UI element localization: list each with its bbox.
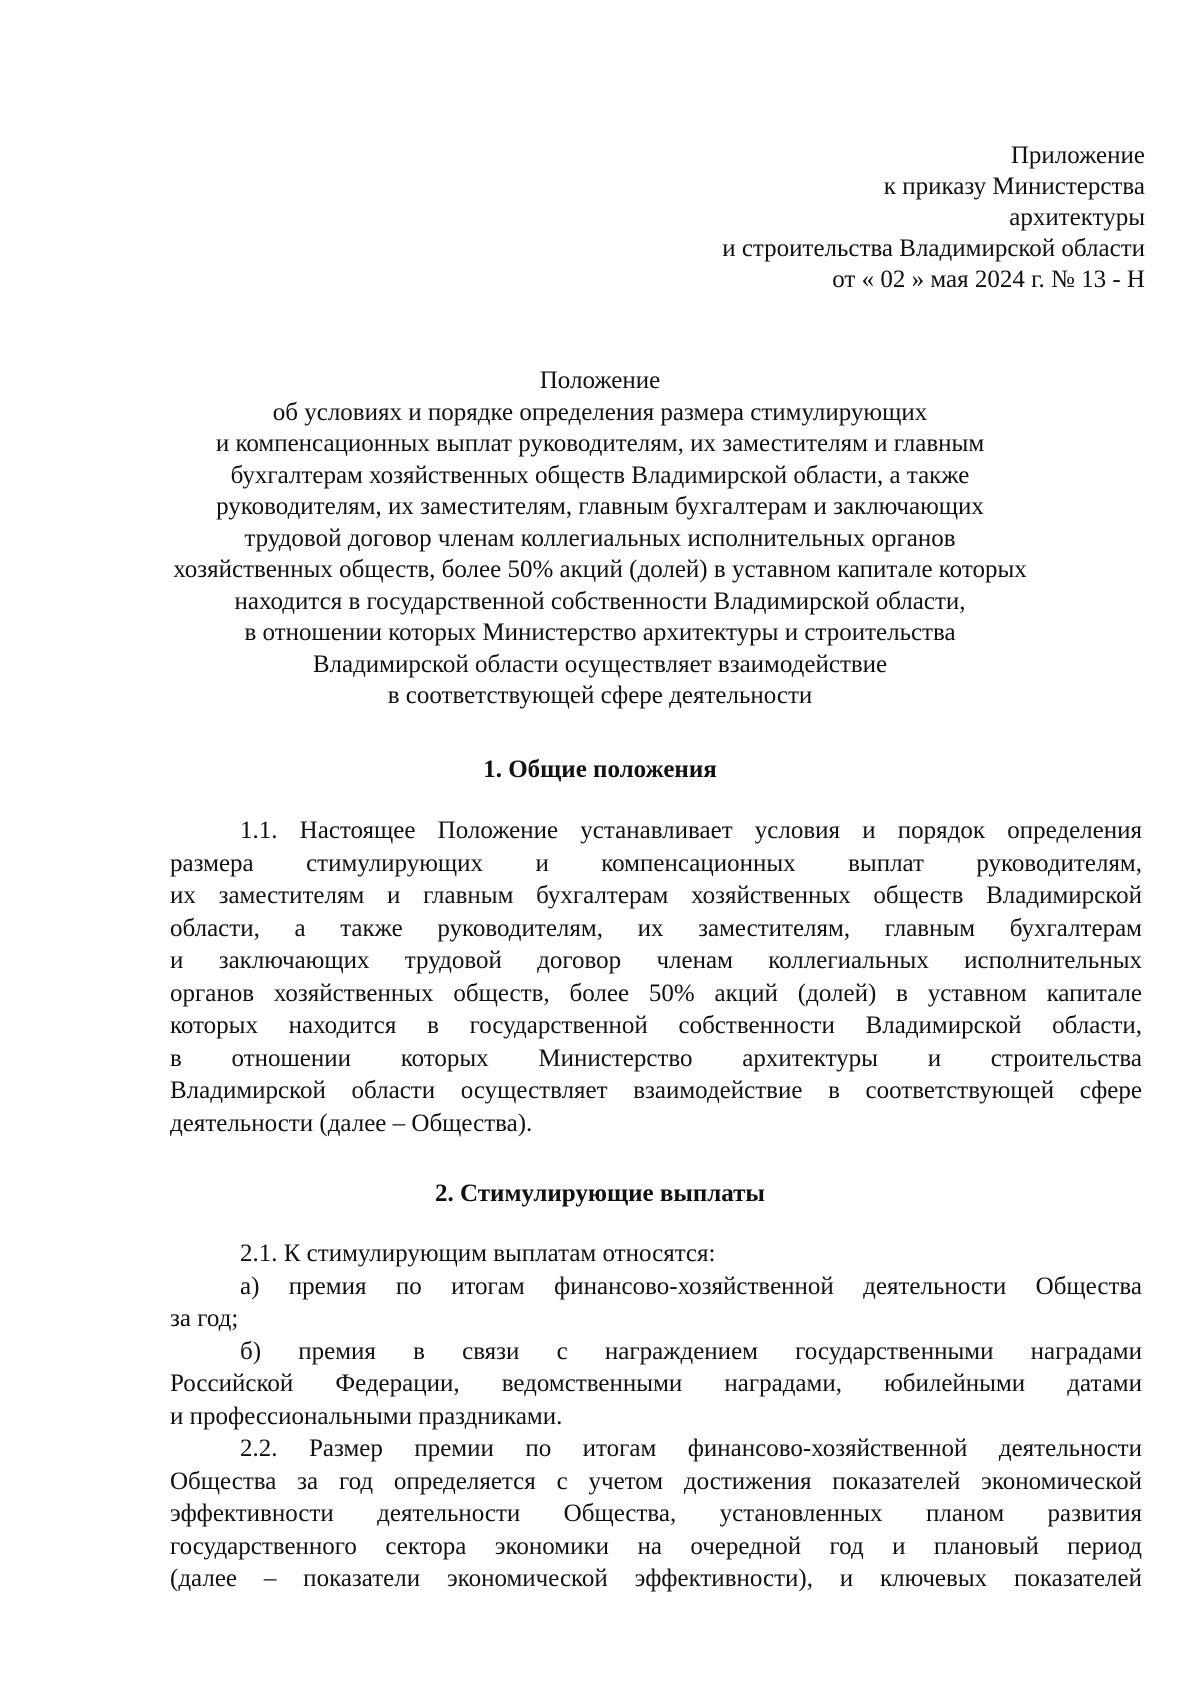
title-line: в отношении которых Министерство архитектуры и строительства (244, 619, 956, 646)
paragraph-line: б) премия в связи с награждением государственными наградами (240, 1337, 1142, 1365)
title-line: хозяйственных обществ, более 50% акций (долей) в уставном капитале которых (173, 556, 1027, 583)
section-1-heading: 1. Общие положения (483, 756, 717, 783)
paragraph-line: области, а также руководителям, их заместителям, главным бухгалтерам (170, 914, 1142, 942)
paragraph-line: государственного сектора экономики на очередной год и плановый период (170, 1532, 1142, 1560)
title-line: трудовой договор членам коллегиальных исполнительных органов (244, 524, 956, 552)
paragraph-line: Российской Федерации, ведомственными наградами, юбилейными датами (170, 1370, 1142, 1397)
title-line: руководителям, их заместителям, главным бухгалтерам и заключающих (216, 493, 984, 520)
appendix-line: архитектуры (1009, 204, 1145, 231)
paragraph-line: деятельности (далее – Общества). (170, 1109, 533, 1137)
paragraph-line: (далее – показатели экономической эффективности), и ключевых показателей (170, 1565, 1142, 1592)
paragraph-line: 2.1. К стимулирующим выплатам относятся: (240, 1240, 716, 1267)
paragraph-line: и профессиональными праздниками. (170, 1402, 563, 1430)
title-line: Положение (539, 367, 661, 394)
paragraph-line: 2.2. Размер премии по итогам финансово-хозяйственной деятельности (240, 1435, 1142, 1462)
section-2-body (170, 1238, 1142, 1596)
paragraph-line: эффективности деятельности Общества, установленных планом развития (170, 1500, 1142, 1527)
section-1-paragraph (170, 815, 1142, 1140)
title-line: и компенсационных выплат руководителям, их заместителям и главным (215, 430, 985, 457)
paragraph-line: Общества за год определяется с учетом достижения показателей экономической (170, 1467, 1142, 1495)
section-2-heading: 2. Стимулирующие выплаты (435, 1180, 765, 1207)
paragraph-line: размера стимулирующих и компенсационных выплат руководителям, (170, 849, 1142, 877)
title-line: бухгалтерам хозяйственных обществ Владимирской области, а также (230, 461, 970, 489)
appendix-line: от « 02 » мая 2024 г. № 13 - Н (832, 266, 1145, 293)
appendix-line: и строительства Владимирской области (722, 235, 1145, 262)
paragraph-line: а) премия по итогам финансово-хозяйственной деятельности Общества (240, 1272, 1142, 1300)
paragraph-line: Владимирской области осуществляет взаимодействие в соответствующей сфере (170, 1077, 1142, 1104)
appendix-line: к приказу Министерства (883, 173, 1145, 200)
title-line: об условиях и порядке определения размера стимулирующих (272, 398, 928, 426)
title-line: находится в государственной собственности Владимирской области, (234, 587, 966, 615)
appendix-line: Приложение (1010, 142, 1145, 169)
paragraph-line: их заместителям и главным бухгалтерам хозяйственных обществ Владимирской (170, 882, 1142, 909)
paragraph-line: органов хозяйственных обществ, более 50% акций (долей) в уставном капитале (170, 979, 1142, 1007)
paragraph-line: и заключающих трудовой договор членам коллегиальных исполнительных (170, 947, 1142, 974)
paragraph-line: в отношении которых Министерство архитектуры и строительства (170, 1044, 1142, 1072)
title-line: в соответствующей сфере деятельности (387, 682, 813, 709)
paragraph-line: 1.1. Настоящее Положение устанавливает условия и порядок определения (240, 817, 1142, 844)
title-line: Владимирской области осуществляет взаимодействие (312, 650, 888, 678)
document-title (120, 365, 1080, 712)
appendix-header (505, 140, 1145, 295)
paragraph-line: за год; (170, 1305, 239, 1332)
paragraph-line: которых находится в государственной собственности Владимирской области, (170, 1012, 1142, 1039)
